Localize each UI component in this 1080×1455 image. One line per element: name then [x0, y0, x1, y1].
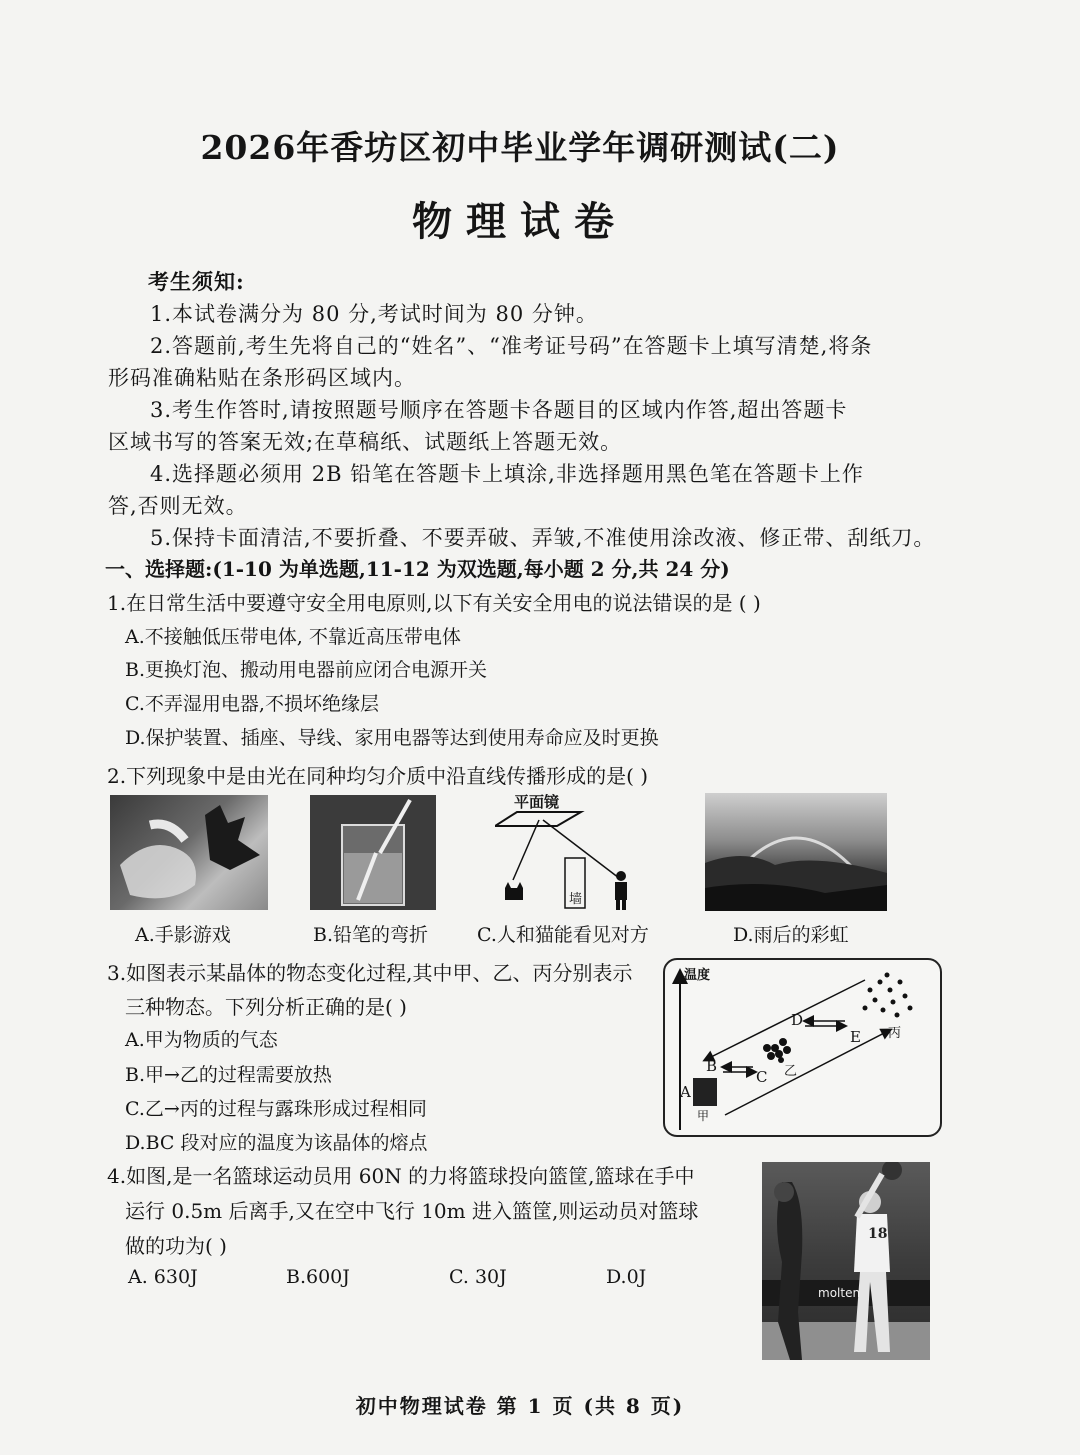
option-b: B.更换灯泡、搬动用电器前应闭合电源开关	[125, 659, 488, 681]
option-d: D.保护装置、插座、导线、家用电器等达到使用寿命应及时更换	[125, 727, 659, 749]
question-stem: 3.如图表示某晶体的物态变化过程,其中甲、乙、丙分别表示	[107, 961, 633, 985]
wall-label: 墙	[569, 892, 583, 907]
question-stem: 1.在日常生活中要遵守安全用电原则,以下有关安全用电的说法错误的是 ( )	[107, 591, 761, 615]
mirror-label: 平面镜	[514, 793, 560, 811]
caption-d: D.雨后的彩虹	[733, 924, 849, 946]
notice-line: 1.本试卷满分为 80 分,考试时间为 80 分钟。	[150, 302, 598, 326]
rainbow-photo	[705, 793, 887, 911]
notice-line: 4.选择题必须用 2B 铅笔在答题卡上填涂,非选择题用黑色笔在答题卡上作	[150, 462, 864, 486]
basketball-photo	[762, 1162, 930, 1360]
section-heading: 一、选择题:(1-10 为单选题,11-12 为双选题,每小题 2 分,共 24 分)	[105, 557, 730, 581]
point-b: B	[706, 1057, 718, 1075]
caption-a: A.手影游戏	[135, 924, 231, 946]
caption-b: B.铅笔的弯折	[313, 924, 429, 946]
jersey-number: 18	[868, 1226, 888, 1242]
option-c: C.不弄湿用电器,不损坏绝缘层	[125, 693, 379, 715]
notice-line: 答,否则无效。	[108, 494, 248, 518]
pencil-glass-photo	[310, 795, 436, 910]
caption-c: C.人和猫能看见对方	[477, 924, 649, 946]
notice-line: 2.答题前,考生先将自己的“姓名”、“准考证号码”在答题卡上填写清楚,将条	[150, 334, 873, 358]
notice-heading: 考生须知:	[148, 269, 245, 294]
point-e: E	[850, 1028, 861, 1046]
question-stem: 4.如图,是一名篮球运动员用 60N 的力将篮球投向篮筐,篮球在手中	[107, 1164, 695, 1188]
option-a: A.甲为物质的气态	[125, 1029, 278, 1051]
question-stem: 2.下列现象中是由光在同种均匀介质中沿直线传播形成的是( )	[107, 764, 649, 788]
question-stem: 做的功为( )	[125, 1234, 227, 1258]
notice-line: 区域书写的答案无效;在草稿纸、试题纸上答题无效。	[108, 430, 623, 454]
subject-title: 物理试卷	[412, 198, 628, 245]
option-c: C. 30J	[449, 1266, 507, 1288]
hand-shadow-photo	[110, 795, 268, 910]
option-b: B.甲→乙的过程需要放热	[125, 1064, 332, 1086]
notice-line: 3.考生作答时,请按照题号顺序在答题卡各题目的区域内作答,超出答题卡	[150, 398, 848, 422]
option-c: C.乙→丙的过程与露珠形成过程相同	[125, 1098, 427, 1120]
label-jia: 甲	[697, 1109, 710, 1123]
point-c: C	[756, 1068, 768, 1086]
point-d: D	[791, 1011, 804, 1029]
option-b: B.600J	[286, 1266, 350, 1288]
axis-label-temperature: 温度	[684, 968, 711, 983]
point-a: A	[680, 1083, 691, 1101]
notice-line: 5.保持卡面清洁,不要折叠、不要弄破、弄皱,不准使用涂改液、修正带、刮纸刀。	[150, 526, 936, 550]
option-d: D.BC 段对应的温度为该晶体的熔点	[125, 1132, 428, 1154]
option-a: A.不接触低压带电体, 不靠近高压带电体	[125, 626, 461, 648]
exam-title: 2026年香坊区初中毕业学年调研测试(二)	[200, 128, 840, 167]
notice-line: 形码准确粘贴在条形码区域内。	[108, 366, 416, 390]
page-footer: 初中物理试卷 第 1 页 (共 8 页)	[355, 1394, 685, 1418]
option-a: A. 630J	[128, 1266, 198, 1288]
option-d: D.0J	[606, 1266, 647, 1288]
label-bing: 丙	[888, 1026, 902, 1041]
question-stem: 三种物态。下列分析正确的是( )	[125, 995, 407, 1019]
question-stem: 运行 0.5m 后离手,又在空中飞行 10m 进入篮筐,则运动员对篮球	[125, 1199, 699, 1223]
banner-text: molten	[818, 1286, 861, 1300]
label-yi: 乙	[784, 1064, 798, 1079]
